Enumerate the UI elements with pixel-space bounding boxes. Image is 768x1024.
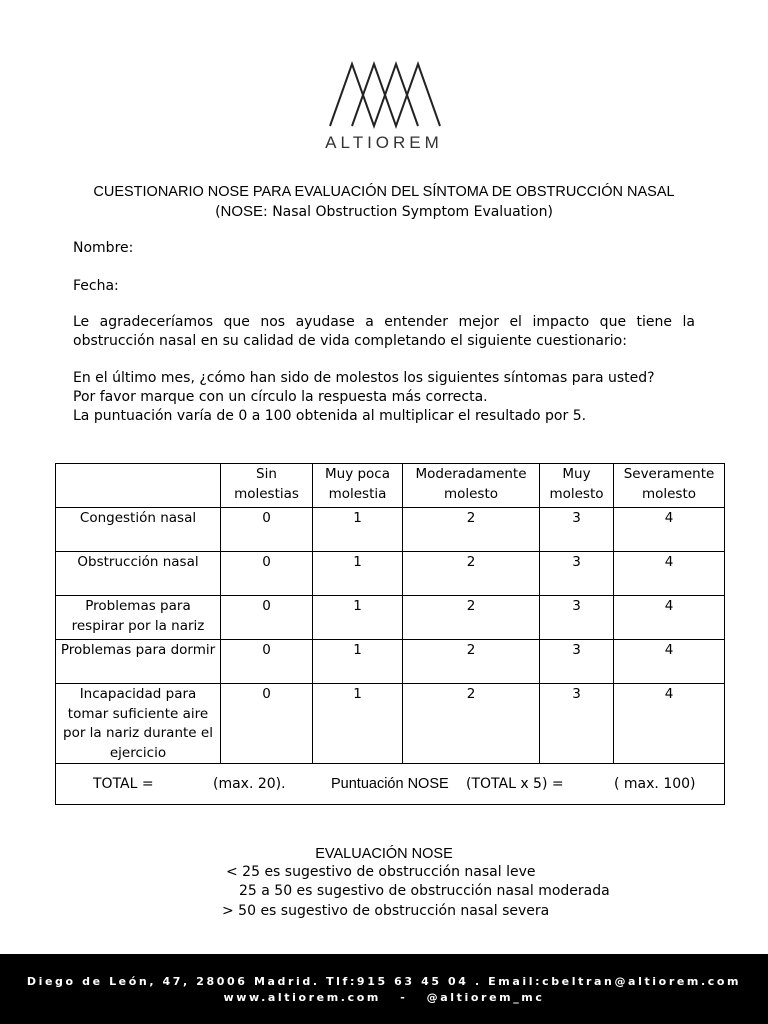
table-row	[56, 508, 725, 552]
evaluation-title: EVALUACIÓN NOSE	[315, 846, 453, 862]
nose-questionnaire-table	[55, 463, 725, 805]
document-title: CUESTIONARIO NOSE PARA EVALUACIÓN DEL SÍNTOMA DE OBSTRUCCIÓN NASAL	[93, 184, 675, 200]
symptom-label: Obstrucción nasal	[56, 552, 221, 596]
header-muy-poca-molestia: Muy poca molestia	[313, 464, 403, 508]
footer-web: www.altiorem.com - @altiorem_mc	[223, 991, 545, 1004]
score-option[interactable]: 2	[403, 596, 540, 640]
score-option[interactable]: 0	[221, 552, 313, 596]
header-moderadamente-molesto: Moderadamente molesto	[403, 464, 540, 508]
logo-mark-icon	[322, 58, 446, 130]
subtitle-acronym: NOSE	[220, 203, 264, 220]
score-option[interactable]: 2	[403, 640, 540, 684]
table-header-row	[56, 464, 725, 508]
score-option[interactable]: 1	[313, 640, 403, 684]
score-option[interactable]: 4	[614, 508, 725, 552]
total-cell	[56, 764, 725, 805]
score-option[interactable]: 0	[221, 640, 313, 684]
evaluation-line-mild: < 25 es sugestivo de obstrucción nasal leve	[226, 864, 536, 880]
nose-score-max: ( max. 100)	[614, 776, 696, 792]
score-option[interactable]: 3	[540, 552, 614, 596]
instruction-text: Por favor marque con un círculo la respuesta más correcta.	[73, 389, 488, 405]
score-option[interactable]: 1	[313, 552, 403, 596]
subtitle-expansion: : Nasal Obstruction Symptom Evaluation)	[263, 204, 553, 220]
score-option[interactable]: 1	[313, 684, 403, 764]
score-option[interactable]: 1	[313, 508, 403, 552]
subtitle-open: (	[215, 204, 221, 220]
score-option[interactable]: 0	[221, 684, 313, 764]
score-option[interactable]: 4	[614, 640, 725, 684]
score-option[interactable]: 3	[540, 508, 614, 552]
header-muy-molesto: Muy molesto	[540, 464, 614, 508]
scoring-note: La puntuación varía de 0 a 100 obtenida al multiplicar el resultado por 5.	[73, 408, 587, 424]
fecha-field-label: Fecha:	[73, 278, 119, 294]
header-sin-molestias: Sin molestias	[221, 464, 313, 508]
nose-score-label: Puntuación NOSE	[331, 776, 449, 792]
symptom-label: Problemas para dormir	[56, 640, 221, 684]
score-option[interactable]: 4	[614, 596, 725, 640]
score-option[interactable]: 2	[403, 552, 540, 596]
symptom-label: Incapacidad para tomar suficiente aire por la nariz durante el ejercicio	[56, 684, 221, 764]
altiorem-logo	[322, 58, 446, 158]
evaluation-line-severe: > 50 es sugestivo de obstrucción nasal severa	[222, 903, 550, 919]
score-option[interactable]: 4	[614, 552, 725, 596]
nombre-field-label: Nombre:	[73, 240, 134, 256]
score-option[interactable]: 2	[403, 684, 540, 764]
score-option[interactable]: 0	[221, 508, 313, 552]
total-row	[56, 764, 725, 805]
header-severamente-molesto: Severamente molesto	[614, 464, 725, 508]
table-row	[56, 640, 725, 684]
score-option[interactable]: 2	[403, 508, 540, 552]
symptom-label: Congestión nasal	[56, 508, 221, 552]
total-label: TOTAL =	[93, 776, 154, 792]
footer-bar	[0, 954, 768, 1024]
score-option[interactable]: 0	[221, 596, 313, 640]
nose-score-formula: (TOTAL x 5) =	[466, 776, 564, 792]
score-option[interactable]: 4	[614, 684, 725, 764]
score-option[interactable]: 1	[313, 596, 403, 640]
logo-wordmark: ALTIOREM	[325, 133, 443, 152]
document-subtitle	[0, 202, 768, 222]
footer-address: Diego de León, 47, 28006 Madrid. Tlf:915 63 45 04 . Email:cbeltran@altiorem.com	[26, 975, 742, 988]
evaluation-line-moderate: 25 a 50 es sugestivo de obstrucción nasal moderada	[239, 883, 610, 899]
question-text: En el último mes, ¿cómo han sido de molestos los siguientes síntomas para usted?	[73, 370, 655, 386]
intro-paragraph: Le agradeceríamos que nos ayudase a entender mejor el impacto que tiene la obstrucción nasal en su calidad de vida completando el siguiente cuestionario:	[73, 314, 695, 349]
table-row	[56, 684, 725, 764]
symptom-label: Problemas para respirar por la nariz	[56, 596, 221, 640]
table-row	[56, 552, 725, 596]
table-row	[56, 596, 725, 640]
score-option[interactable]: 3	[540, 684, 614, 764]
total-max: (max. 20).	[213, 776, 286, 792]
header-cell-empty	[56, 464, 221, 508]
score-option[interactable]: 3	[540, 596, 614, 640]
score-option[interactable]: 3	[540, 640, 614, 684]
